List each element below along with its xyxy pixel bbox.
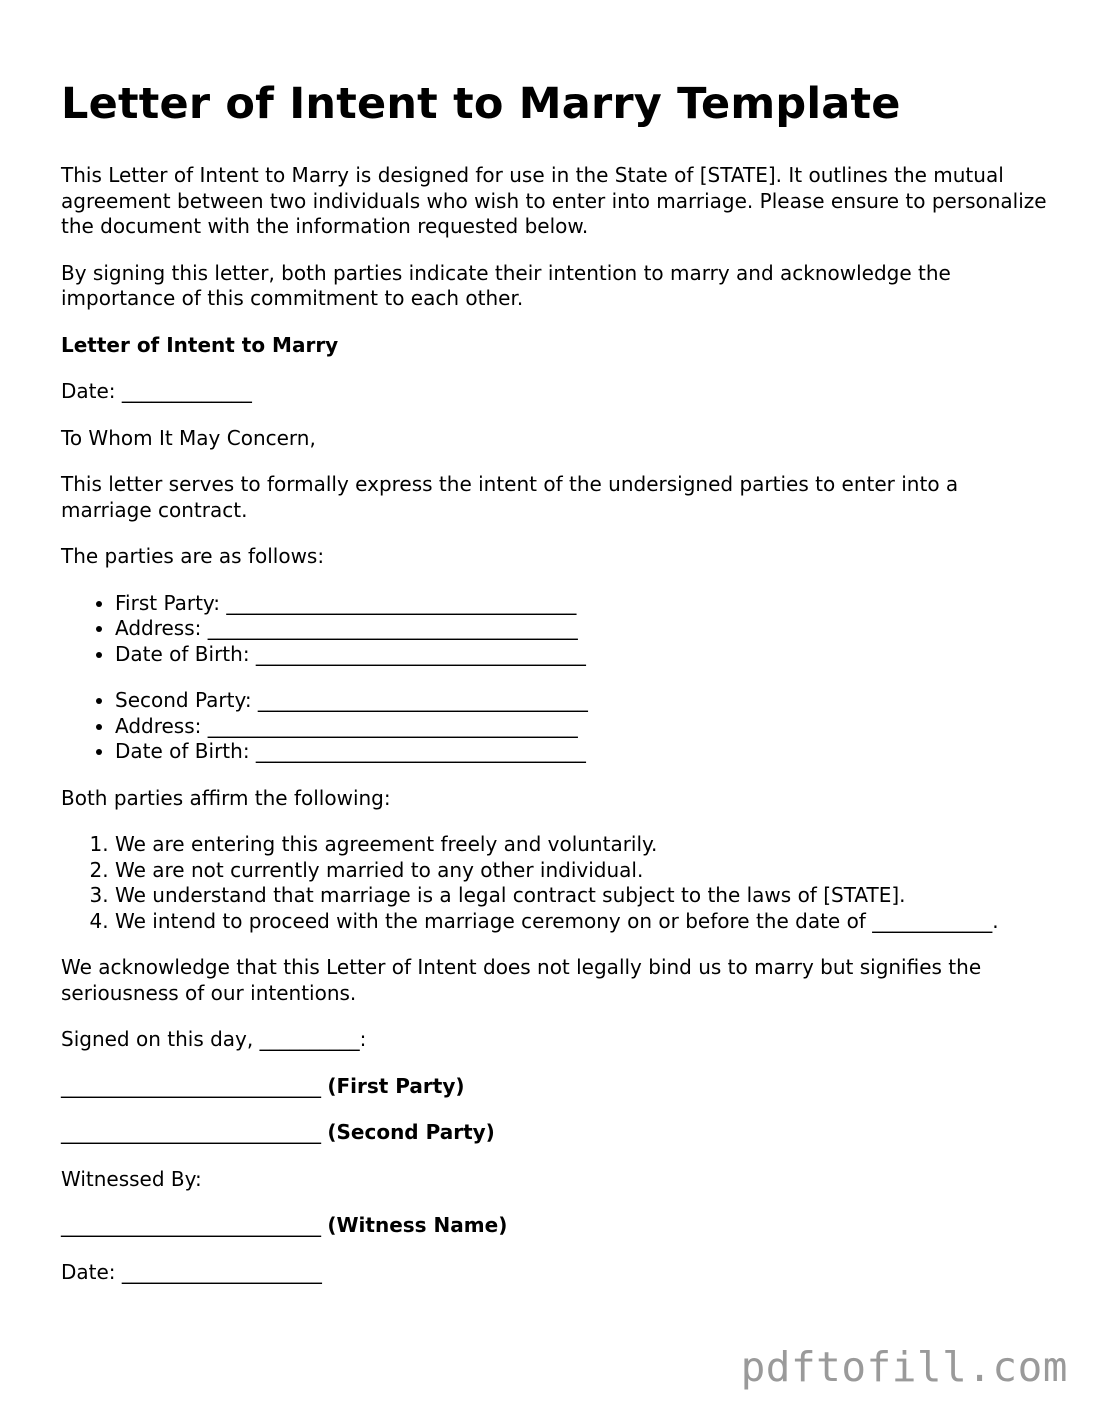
signing-paragraph: By signing this letter, both parties indicate their intention to marry and acknowledge the importance of this commitment to each other. bbox=[61, 260, 951, 310]
first-party-address-field: • Address: _____________________________________ bbox=[115, 616, 1051, 642]
purpose-paragraph: This letter serves to formally express the intent of the undersigned parties to enter into a marriage contract. bbox=[61, 472, 959, 522]
second-party-signature-label: (Second Party) bbox=[327, 1120, 495, 1144]
signature-blank: __________________________ bbox=[61, 1073, 321, 1098]
second-party-address-field: • Address: _____________________________________ bbox=[115, 714, 1051, 740]
signed-date-line: Signed on this day, __________: bbox=[61, 1027, 367, 1051]
letter-subheading: Letter of Intent to Marry bbox=[61, 332, 339, 357]
salutation: To Whom It May Concern, bbox=[61, 425, 316, 450]
signature-blank: __________________________ bbox=[61, 1120, 321, 1144]
first-party-signature-label: (First Party) bbox=[327, 1073, 465, 1098]
affirmations-list bbox=[61, 832, 1051, 934]
witness-date-field: Date: ____________________ bbox=[61, 1259, 322, 1284]
affirm-intro: Both parties affirm the following: bbox=[61, 785, 391, 810]
affirmation-item: 2. We are not currently married to any other individual. bbox=[115, 858, 1051, 884]
document-title: Letter of Intent to Marry Template bbox=[61, 79, 901, 129]
first-party-dob-field: • Date of Birth: _________________________________ bbox=[115, 642, 1051, 668]
first-party-name-field: • First Party: ___________________________________ bbox=[115, 591, 1051, 617]
date-field: Date: _____________ bbox=[61, 379, 252, 403]
second-party-list bbox=[61, 688, 1051, 765]
signature-blank: __________________________ bbox=[61, 1213, 321, 1237]
acknowledgement-paragraph: We acknowledge that this Letter of Intent does not legally bind us to marry but signifies the seriousness of our intentions. bbox=[61, 955, 982, 1005]
second-party-signature bbox=[61, 1120, 1051, 1146]
affirmation-item: 4. We intend to proceed with the marriage ceremony on or before the date of ____________. bbox=[115, 909, 1051, 935]
first-party-list bbox=[61, 591, 1051, 668]
affirmation-item: 3. We understand that marriage is a legal contract subject to the laws of [STATE]. bbox=[115, 883, 1051, 909]
first-party-signature bbox=[61, 1074, 1051, 1100]
witness-signature bbox=[61, 1213, 1051, 1239]
second-party-dob-field: • Date of Birth: _________________________________ bbox=[115, 739, 1051, 765]
affirmation-item: 1. We are entering this agreement freely and voluntarily. bbox=[115, 832, 1051, 858]
witness-name-label: (Witness Name) bbox=[327, 1213, 508, 1237]
witnessed-by-label: Witnessed By: bbox=[61, 1166, 202, 1191]
intro-paragraph: This Letter of Intent to Marry is designed for use in the State of [STATE]. It outlines the mutual agreement between two individuals who wish to enter into marriage. Please ensure to personalize the document with the information requested below. bbox=[61, 163, 1047, 238]
second-party-name-field: • Second Party: _________________________________ bbox=[115, 688, 1051, 714]
letter-document bbox=[61, 78, 1051, 1306]
parties-intro: The parties are as follows: bbox=[61, 544, 325, 568]
site-watermark: pdftofill.com bbox=[740, 1343, 1068, 1391]
